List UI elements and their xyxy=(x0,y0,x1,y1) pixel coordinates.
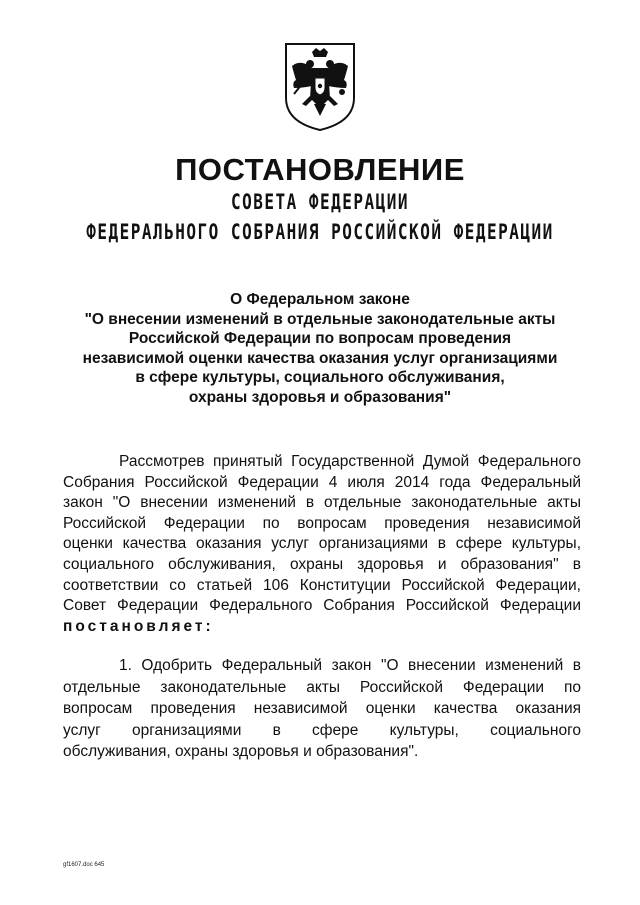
paragraph-line: 1. Одобрить Федеральный закон "О внесении изменений в xyxy=(119,657,581,674)
law-title-line: независимой оценки качества оказания услуг организациями xyxy=(82,349,558,367)
coat-of-arms-icon xyxy=(272,38,368,134)
paragraph-consideration xyxy=(63,452,581,637)
paragraph-line: услуг организациями в сфере культуры, социального xyxy=(63,721,581,739)
paragraph-line: Рассмотрев принятый Государственной Думой Федерального xyxy=(119,453,581,470)
paragraph-line: Российской Федерации по вопросам проведения независимой xyxy=(63,514,581,532)
document-code: gf1607.doc 645 xyxy=(63,862,105,868)
issuer-line-1: СОВЕТА ФЕДЕРАЦИИ xyxy=(230,188,410,215)
paragraph-line: закон "О внесении изменений в отдельные законодательные акты xyxy=(63,494,581,512)
paragraph-line: Совет Федерации Федерального Собрания Российской Федерации xyxy=(63,597,581,615)
law-title-line: О Федеральном законе xyxy=(230,291,410,308)
paragraph-line: оценки качества оказания услуг организациями в сфере культуры, xyxy=(63,535,581,553)
paragraph-line: отдельные законодательные акты Российской Федерации по xyxy=(63,678,581,696)
issuer-line-2: ФЕДЕРАЛЬНОГО СОБРАНИЯ РОССИЙСКОЙ ФЕДЕРАЦИИ xyxy=(86,218,554,245)
paragraph-line: социального обслуживания, охраны здоровья и образования" в xyxy=(63,555,581,573)
paragraph-line: вопросам проведения независимой оценки качества оказания xyxy=(63,700,581,718)
law-title-block xyxy=(40,290,600,408)
paragraph-line: соответствии со статьей 106 Конституции Российской Федерации, xyxy=(63,576,581,594)
paragraph-approval xyxy=(63,655,581,763)
paragraph-line: обслуживания, охраны здоровья и образования". xyxy=(63,743,419,761)
document-title: ПОСТАНОВЛЕНИЕ xyxy=(175,152,465,187)
paragraph-line: Собрания Российской Федерации 4 июля 2014 года Федеральный xyxy=(63,473,581,491)
law-title-line: в сфере культуры, социального обслуживания, xyxy=(135,369,505,387)
decree-word: постановляет: xyxy=(63,617,214,635)
law-title-line: охраны здоровья и образования" xyxy=(188,388,452,406)
law-title-line: Российской Федерации по вопросам проведения xyxy=(128,330,512,348)
law-title-line: "О внесении изменений в отдельные законодательные акты xyxy=(84,310,556,328)
